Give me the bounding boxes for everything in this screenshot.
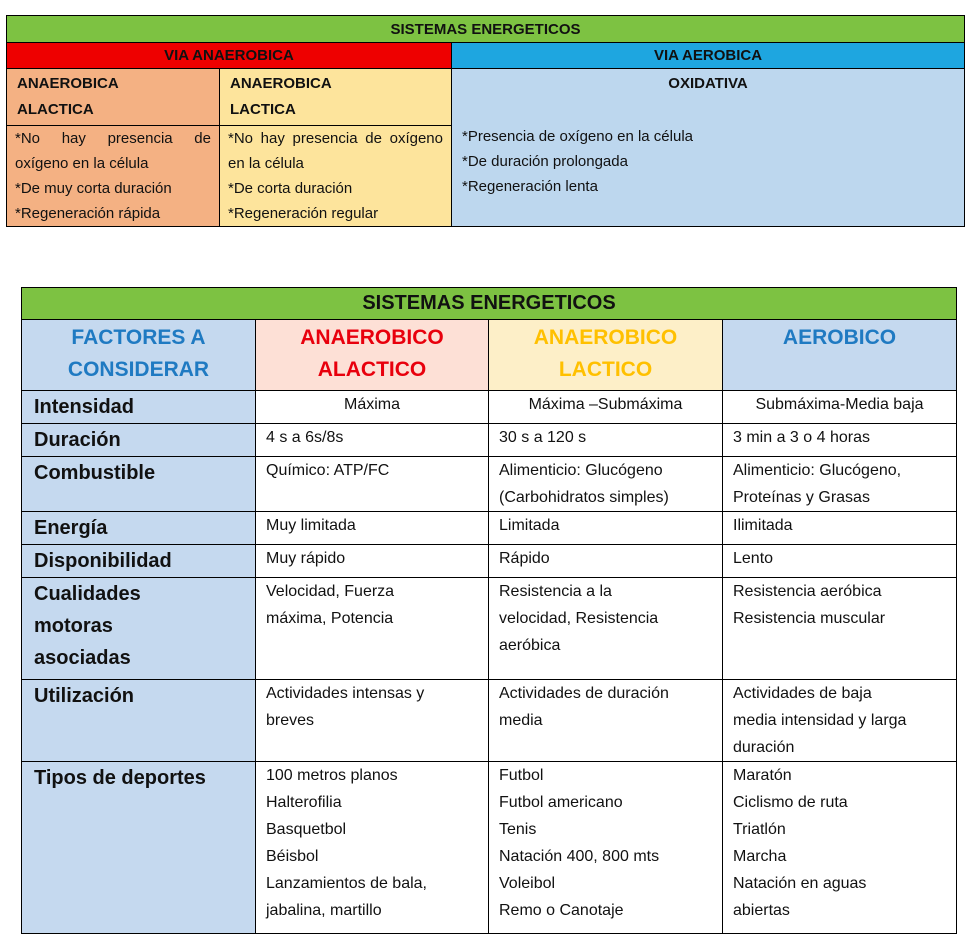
header-anaerobico-alactico: ANAEROBICO ALACTICO [256,320,489,391]
row-label: Combustible [22,457,256,512]
energy-systems-table-2 [21,287,957,934]
cell-aerobico: Resistencia aeróbica Resistencia muscular [723,578,957,680]
lactica-header: ANAEROBICA LACTICA [220,69,452,126]
cell-aerobico: Alimenticio: Glucógeno, Proteínas y Grasas [723,457,957,512]
cell-alactico: 100 metros planos Halterofilia Basquetbol Béisbol Lanzamientos de bala, jabalina, martillo [256,762,489,934]
row-label: Disponibilidad [22,545,256,578]
row-label: Energía [22,512,256,545]
alactica-items: *No hay presencia de oxígeno en la célula *De muy corta duración *Regeneración rápida [7,126,220,227]
row-label: Utilización [22,680,256,762]
cell-aerobico: 3 min a 3 o 4 horas [723,424,957,457]
row-label: Intensidad [22,391,256,424]
oxidativa-header: OXIDATIVA [668,75,748,92]
lactica-items: *No hay presencia de oxígeno en la célula *De corta duración *Regeneración regular [220,126,452,227]
table-row [22,512,957,545]
cell-lactico: Rápido [489,545,723,578]
cell-lactico: Limitada [489,512,723,545]
header-anaerobico-lactico: ANAEROBICO LACTICO [489,320,723,391]
cell-aerobico: Lento [723,545,957,578]
cell-alactico: Muy limitada [256,512,489,545]
cell-alactico: 4 s a 6s/8s [256,424,489,457]
table-row [22,680,957,762]
cell-aerobico: Ilimitada [723,512,957,545]
alactica-header: ANAEROBICA ALACTICA [7,69,220,126]
cell-lactico: Actividades de duración media [489,680,723,762]
energy-systems-table-1 [6,15,965,227]
via-aerobica-header: VIA AEROBICA [452,43,965,69]
oxidativa-items: *Presencia de oxígeno en la célula *De duración prolongada *Regeneración lenta [462,128,693,195]
table-row [22,391,957,424]
cell-alactico: Actividades intensas y breves [256,680,489,762]
cell-lactico: Máxima –Submáxima [489,391,723,424]
cell-lactico: 30 s a 120 s [489,424,723,457]
cell-aerobico: Submáxima-Media baja [723,391,957,424]
row-label: Duración [22,424,256,457]
cell-alactico: Químico: ATP/FC [256,457,489,512]
table-row [22,457,957,512]
cell-lactico: Resistencia a la velocidad, Resistencia aeróbica [489,578,723,680]
cell-lactico: Futbol Futbol americano Tenis Natación 400, 800 mts Voleibol Remo o Canotaje [489,762,723,934]
cell-alactico: Velocidad, Fuerza máxima, Potencia [256,578,489,680]
cell-alactico: Muy rápido [256,545,489,578]
cell-alactico: Máxima [256,391,489,424]
oxidativa-column [452,69,965,227]
cell-aerobico: Maratón Ciclismo de ruta Triatlón Marcha Natación en aguas abiertas [723,762,957,934]
row-label: Tipos de deportes [22,762,256,934]
row-label: Cualidades motoras asociadas [22,578,256,680]
cell-aerobico: Actividades de baja media intensidad y larga duración [723,680,957,762]
table-row [22,424,957,457]
table-row [22,578,957,680]
header-aerobico: AEROBICO [723,320,957,391]
cell-lactico: Alimenticio: Glucógeno (Carbohidratos simples) [489,457,723,512]
table2-title: SISTEMAS ENERGETICOS [22,288,957,320]
table-row [22,762,957,934]
via-anaerobica-header: VIA ANAEROBICA [7,43,452,69]
table1-title: SISTEMAS ENERGETICOS [7,16,965,43]
table-row [22,545,957,578]
header-factores: FACTORES A CONSIDERAR [22,320,256,391]
